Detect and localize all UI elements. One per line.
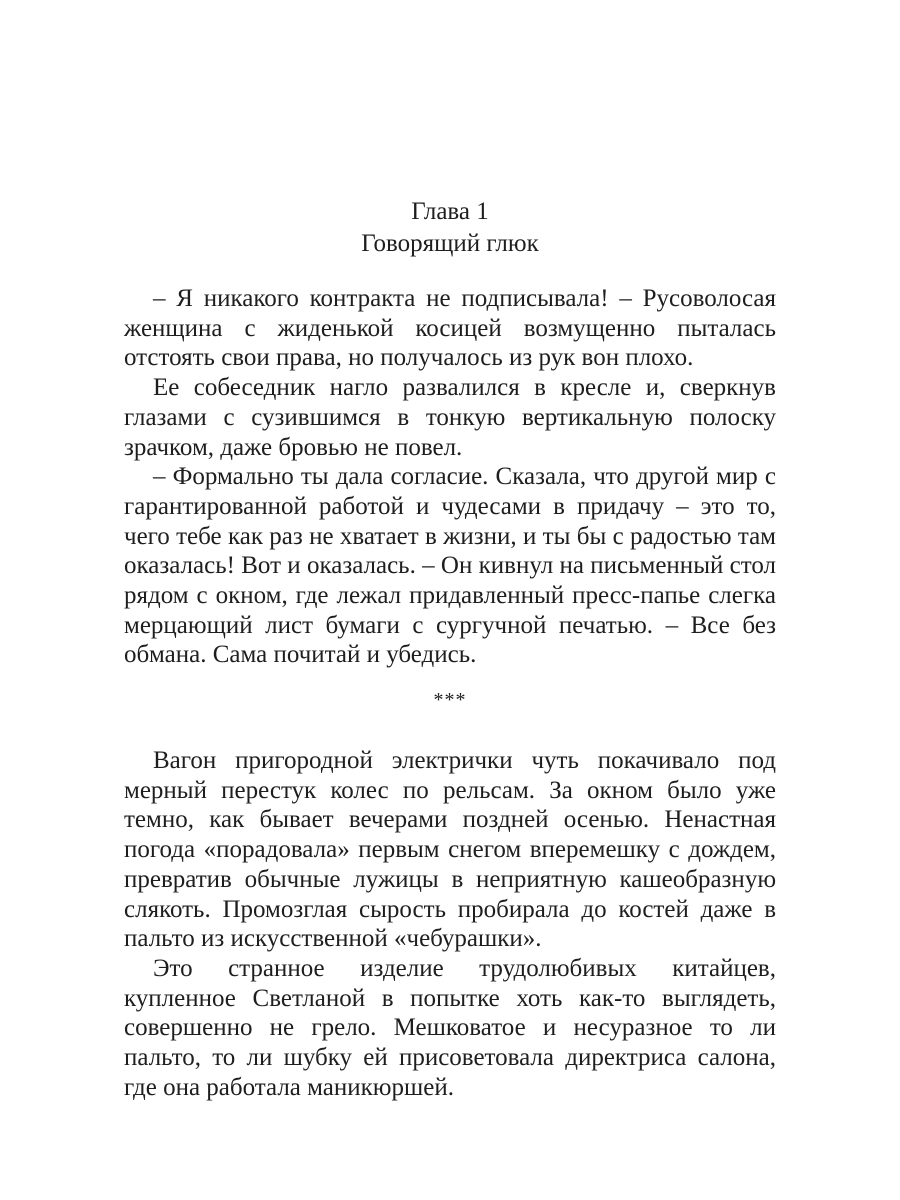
chapter-title: Говорящий глюк bbox=[361, 230, 539, 257]
section-separator: *** bbox=[433, 689, 467, 711]
text-section-1 bbox=[124, 284, 776, 670]
chapter-number: Глава 1 bbox=[411, 198, 489, 225]
paragraph: – Формально ты дала согласие. Сказала, что другой мир с гарантированной работой и чудесами в придачу – это то, чего тебе как раз не хватает в жизни, и ты бы с радостью там оказалась! Вот и оказалась. – Он кивнул на письменный стол рядом с окном, где лежал придавленный пресс-папье слегка мерцающий лист бумаги с сургучной печатью. – Все без обмана. Сама почитай и убедись. bbox=[124, 463, 776, 669]
paragraph: Это странное изделие трудолюбивых китайцев, купленное Светланой в попытке хоть как-то выглядеть, совершенно не грело. Мешковатое и несуразное то ли пальто, то ли шубку ей присоветовала директриса салона, где она работала маникюршей. bbox=[124, 954, 776, 1101]
text-section-2 bbox=[124, 746, 776, 1102]
paragraph: – Я никакого контракта не подписывала! – Русоволосая женщина с жиденькой косицей возмущенно пыталась отстоять свои права, но получалось из рук вон плохо. bbox=[124, 285, 776, 372]
paragraph: Ее собеседник нагло развалился в кресле и, сверкнув глазами с сузившимся в тонкую вертикальную полоску зрачком, даже бровью не повел. bbox=[124, 374, 776, 461]
paragraph: Вагон пригородной электрички чуть покачивало под мерный перестук колес по рельсам. За окном было уже темно, как бывает вечерами поздней осенью. Ненастная погода «порадовала» первым снегом вперемешку с дождем, превратив обычные лужицы в неприятную кашеобразную слякоть. Промозглая сырость пробирала до костей даже в пальто из искусственной «чебурашки». bbox=[124, 747, 776, 953]
